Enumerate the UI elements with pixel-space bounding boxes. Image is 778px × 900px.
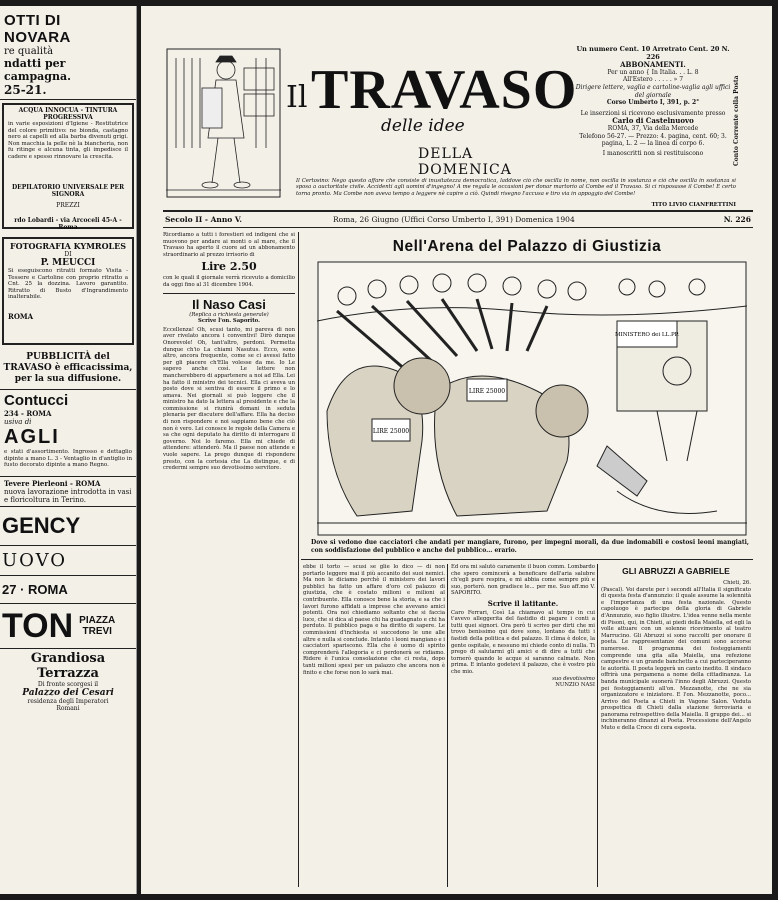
subscription-notice: Ricordiamo a tutti i forestieri ed indigeni che si muovono per andare ai monti o al mare, che il Travaso ha aperto il cuore ad un abbonamento straordinario al prezzo irrisorio di	[163, 232, 295, 258]
ad-contucci-body: e stati d'assortimento. Ingrosso e dettaglio dipinte a mano L. 3 - Ventaglio in d'antiglio in fusto decorato dipinte a mano Regno.	[4, 449, 132, 468]
cartoon-title: Nell'Arena del Palazzo di Giustizia	[392, 238, 662, 255]
article-author-naso: Scrive l'on. Saporito.	[198, 318, 260, 325]
article-subtitle-naso: (Replica a richiesta generale)	[189, 311, 269, 318]
masthead-editor: TITO LIVIO CIANFRETTINI	[651, 202, 736, 208]
ad-terrazza-sub3: residenza degli Imperatori	[27, 698, 109, 705]
dateline	[163, 214, 753, 226]
masthead-title-block	[286, 58, 578, 178]
article-title-naso: Il Naso Casi	[192, 296, 266, 312]
ad-contucci-sub: 234 - ROMA	[4, 409, 52, 418]
article-body-naso: Eccellenza! Oh, scusi tanto, mi pareva di non aver rivelato ancora i conventivi! Dirò dunque Onorevole! Oh, tant'altro, perdoni. Permetta dunque ch'io La chiami Nasutus. Ecco, sono altro, ancora frequente, come se ci avessi fatto per gli piacere ch'Ella volesse da me. Io Le sapevo anche così. Le lettere non mancherebbero di appartenere a noi ad Ella. Lei ha fatto il ministro dei tecnici. Ella ci aveva un posto dove si sentiva di essere il primo e lo amava. Nei giornali si può leggere che il ministro ha dato la lettera al presidente e che la commissione si riunirà domani in seduta plenaria per discutere dell'affare. Ella ha deciso di non rispondere e noi sappiamo bene che ciò non è vero. Lei conosce le regole della Camera e sa che ogni deputato ha diritto di interrogare il governo. Noi lo faremo. Ella mi chiede di attendere: attenderò. Ma il paese non attende e vuole sapere. La prego dunque di rispondere presto, con la cortesia che La distingue, e di credermi sempre suo devotissimo servitore.	[163, 326, 295, 472]
ad-novara-campaign: ndatti per campagna.	[4, 57, 71, 83]
masthead-side-label: Conto Corrente colla Posta	[733, 75, 740, 166]
abbonamenti-dir: Dirigere lettere, vaglia e cartoline-vaglia agli uffici del giornale	[575, 83, 731, 99]
caption-rule	[301, 559, 753, 560]
column-divider-3	[597, 564, 598, 887]
abbonamenti-estero: All'Estero . . . . . » 7	[622, 76, 684, 84]
column-left	[163, 232, 295, 890]
cartoon-sign-1	[467, 379, 507, 401]
masthead-epigraph: Il Certosino: Nego questo affare che consiste di inusitatezza democratica, laddove ciò che oscilla in nome, non oscilla in sostanza e ciò che oscilla in sostanza si sposa a auctoritate civile. Accidenti agli uomini d'ingegno! A me regala le occasioni per donar martorio al Combe ed il Travaso. Si ci risposasse il Combe! E certo torna pronto. Ma Combe non aveva tempo a leggere nè capire a ciò. Quindi risegno l'accusa e tiro via in appoggio del Combe!	[296, 178, 736, 197]
abbonamenti-italia: Per un anno { In Italia. . . L. 8	[607, 68, 699, 76]
ad-terrazza-title: Grandiosa Terrazza	[30, 651, 106, 681]
masthead-subtitle-idee: delle idee	[381, 116, 465, 136]
ad-nuovo-text: UOVO	[2, 550, 68, 571]
article-body-latitante: Caro Ferrari, Così La chiamavo al tempo in cui t'avevo alleggerita del fastidio di pagare i conti a tutti quei signori. Ora però ti scrivo per dirti che mi trovo benissimo qui dove sono, lontano da tutti i fastidi della politica e del palazzo. Il clima è dolce, la gente ospitale, e nessuno mi chiede conto di nulla. Ti prego di salutarmi gli amici e di dire a tutti che tornerò quando le acque si saranno calmate. Non prima. E intanto godetevi il palazzo, che è vostro più che mio.	[451, 609, 595, 675]
ad-nuovo	[0, 546, 136, 576]
ad-contucci-title: Contucci	[4, 392, 69, 409]
ad-tintura-address: rdo Lobardi - via Arcoceli 45-A - Roma	[14, 217, 122, 231]
ad-ton-side1: PIAZZA	[79, 615, 116, 626]
ad-tevere	[0, 477, 136, 507]
ad-pubblicita-text: PUBBLICITÀ del TRAVASO è efficacissima, per la sua diffusione.	[3, 352, 133, 384]
ad-terrazza-sub2: Palazzo dei Cesari	[22, 688, 114, 698]
ad-tevere-body: nuova lavorazione introdotta in vasi e floricoltura in Terino.	[4, 488, 132, 504]
cartoon-sign-2-text: LIRE 25000	[372, 428, 410, 435]
ad-tintura-prices: PREZZI	[56, 202, 80, 209]
article-body-abruzzi: (Pascal). Voi darete per i secondi all'Italia il significato di questa festa d'annunzio: il quale assume la solennità e l'importanza di una festa nazionale. Questo capoluogo è partecipe della gloria di Gabriele d'Annunzio, suo figlio illustre. L'idea venne nella mente di Pisoni, qui, in Chieti, ai piedi della Maiella, ed egli la volle attuare con un solenne ricevimento al teatro Marrucino. Gli Abruzzi si sono raccolti per onorare il poeta. Le rappresentanze dei comuni sono accorse numerose. Il programma dei festeggiamenti comprende una gita alla Maiella, una refezione campestre e un grande banchetto a cui parteciperanno le autorità. Il poeta leggerà un canto inedito. Il sindaco offrirà una pergamena a nome della cittadinanza. La banda municipale suonerà l'inno degli Abruzzi. Questo pei festeggiamenti all'on. Mezzanotte, che ne sia organizzatore e iniziatore. E l'on. Mezzanotte, poco... Arrivo del Poeta a Chieti in Vagone Salon. Veduta prospettica di Chieti dalla stazione ferroviaria e panorama retrospettivo della Maiella. Il gruppo dei... si inchineranno dinanzi al Poeta. Processione dell'Angelo Muto e della Croce di cera esposta.	[601, 586, 751, 732]
masthead-illustration	[166, 48, 281, 198]
ad-fotografia-name: P. MEUCCI	[40, 258, 96, 268]
ad-fotografia	[2, 237, 134, 345]
ad-contucci-excl: usiva di	[4, 418, 32, 426]
ad-roma-text: 27 · ROMA	[2, 582, 68, 597]
ad-fotografia-body: Si eseguiscono ritratti formato Visita - Tessere e Cartoline con proprio ritratto a Cnt. 25 la dozzina. Lavoro garantito. Ritratto di Busto d'Ingrandimento inalterabile.	[8, 268, 128, 300]
abbonamenti-title: ABBONAMENTI.	[620, 60, 686, 70]
cartoon-sign-3-text: MINISTERO dei LL.PP.	[614, 332, 680, 338]
cartoon-sign-2	[372, 419, 410, 441]
ad-novara	[0, 6, 136, 100]
ad-ton-big: TON	[2, 607, 74, 645]
insertions-line: Le inserzioni si ricevono esclusivamente presso	[580, 109, 726, 117]
article-sign-2: NUNZIO NASI	[555, 682, 595, 689]
ad-novara-title: OTTI DI NOVARA	[4, 12, 71, 46]
abbonamenti-corso: Corso Umberto I, 391, p. 2°	[606, 99, 700, 107]
article-sign-1: suo devotissimo	[552, 675, 595, 682]
dateline-rule-top	[163, 210, 753, 212]
ad-roma	[0, 576, 136, 604]
ad-fotografia-title: FOTOGRAFIA KYMROLES	[9, 241, 127, 251]
dateline-rule-bottom	[163, 227, 753, 228]
article-body-middle: ebbe il torto — scusi se glie lo dico — di non portarlo leggere mai il più accanito dei suoi nemici. Ma non le diciamo perchè il ministero dei lavori pubblici ha fatto un affare d'oro col palazzo di giustizia, che è costato milioni e milioni al contribuente. Ella conosce bene la storia, e sa che i lavori furono affidati a imprese che avevano amici potenti. Ora noi chiediamo soltanto che si faccia luce, che si dica al paese chi ha guadagnato e chi ha perduto. Il pubblico paga e ha diritto di sapere. Le commissioni d'inchiesta si succedono le une alle altre e nulla si conclude. Intanto i leoni mangiano e i cacciatori spariscono. Ella che è uomo di spirito comprenderà l'allegoria e ci perdonerà se ridiamo. Ridere è l'unica consolazione che ci resta, dopo tanti milioni spesi per un palazzo che ancora non è finito e che forse non lo sarà mai.	[303, 564, 445, 676]
ad-tintura-body: in varie esposizioni d'Igiene - Restitutrice del colore primitivo: ne bionda, castagno nero ai capelli ed alla barba divenuti grigi. Non macchia la pelle nè la biancheria, non fu ritinge e alcuna tinta, gli impedisce il cadere e spesso rinnovare la crescita.	[8, 121, 128, 160]
masthead-info-box	[573, 46, 733, 176]
left-page-fragment	[0, 6, 137, 894]
price-line: Un numero Cent. 10 Arretrato Cent. 20 N. 226	[576, 45, 730, 61]
cartoon-caption: Dove si vedono due cacciatori che andati per mangiare, furono, per impegni morali, da due indomabili e costosi leoni mangiati, con soddisfazione del pubblico e anche del pubblico... erario.	[311, 539, 749, 554]
manuscripts-note: I manoscritti non si restituiscono	[602, 149, 704, 157]
ad-tevere-title: Tevere Pierleoni - ROMA	[4, 479, 101, 488]
ad-novara-number: 25-21.	[4, 83, 47, 97]
ad-novara-quality: re qualità	[4, 46, 54, 57]
article-title-abruzzi: GLI ABRUZZI A GABRIELE	[622, 566, 730, 576]
ad-tintura	[2, 103, 134, 229]
phone-line: Telefono 56-27. — Prezzo: 4. pagina, cent. 60; 3. pagina, L. 2 — la linea di corpo 6.	[579, 132, 727, 148]
agent-name: Carlo di Castelnuovo	[612, 116, 694, 126]
subscription-notice-2: con le quali il giornale verrà ricevuto a domicilio da oggi fino al 31 dicembre 1904.	[163, 275, 295, 288]
masthead-title-il: Il	[286, 80, 308, 115]
ad-agency-text: GENCY	[2, 513, 81, 538]
saporito-closing: Ed ora mi salutò caramente il buon comm. Lombardo che spero comincerà a beneficare dell'aria salubre ch'egli pure respira, e mi abbia come sempre più e suo, porterò. non gradisce le... per me. Suo aff.mo V. SAPORITO.	[451, 564, 595, 597]
cartoon-sign-3	[615, 321, 679, 347]
ad-contucci	[0, 390, 136, 477]
ad-ton-side2: TREVI	[82, 626, 112, 637]
article-dateline-abruzzi: Chieti, 26.	[723, 580, 751, 586]
ad-agency	[0, 507, 136, 546]
masthead-title: TRAVASO	[311, 59, 578, 121]
dateline-secolo: Secolo II - Anno V.	[165, 215, 243, 224]
cartoon-illustration	[317, 261, 747, 536]
ad-tintura-title: ACQUA INNOCUA - TINTURA PROGRESSIVA	[18, 107, 118, 121]
column-divider-1	[298, 232, 299, 887]
ad-fotografia-city: ROMA	[8, 312, 34, 321]
column-middle	[303, 564, 445, 889]
cartoon-sign-1-text: LIRE 25000	[468, 388, 506, 395]
dateline-date: Roma, 26 Giugno (Uffici Corso Umberto I, 391) Domenica 1904	[333, 215, 575, 224]
ad-terrazza-sub4: Romani	[56, 705, 80, 712]
newspaper-front-page	[141, 6, 772, 894]
column-divider-2	[447, 564, 448, 887]
ad-contucci-brand: AGLI	[4, 426, 60, 448]
dateline-number: N. 226	[723, 215, 751, 224]
ad-pubblicita	[0, 348, 136, 390]
masthead-subtitle-domenica: DELLA DOMENICA	[418, 146, 512, 178]
ad-terrazza-sub1: Di fronte scorgesi il	[37, 681, 99, 688]
ad-terrazza	[0, 649, 136, 714]
ad-ton	[0, 604, 136, 649]
article-title-latitante: Scrive il latitante.	[487, 598, 559, 608]
subscription-price: Lire 2.50	[201, 260, 257, 274]
column-middle-2	[451, 564, 595, 889]
agent-address: ROMA, 37, Via della Mercede	[607, 124, 699, 132]
ad-fotografia-of: DI	[64, 251, 72, 258]
column-right	[601, 566, 751, 889]
ad-tintura-footer: DEPILATORIO UNIVERSALE PER SIGNORA	[11, 184, 125, 198]
